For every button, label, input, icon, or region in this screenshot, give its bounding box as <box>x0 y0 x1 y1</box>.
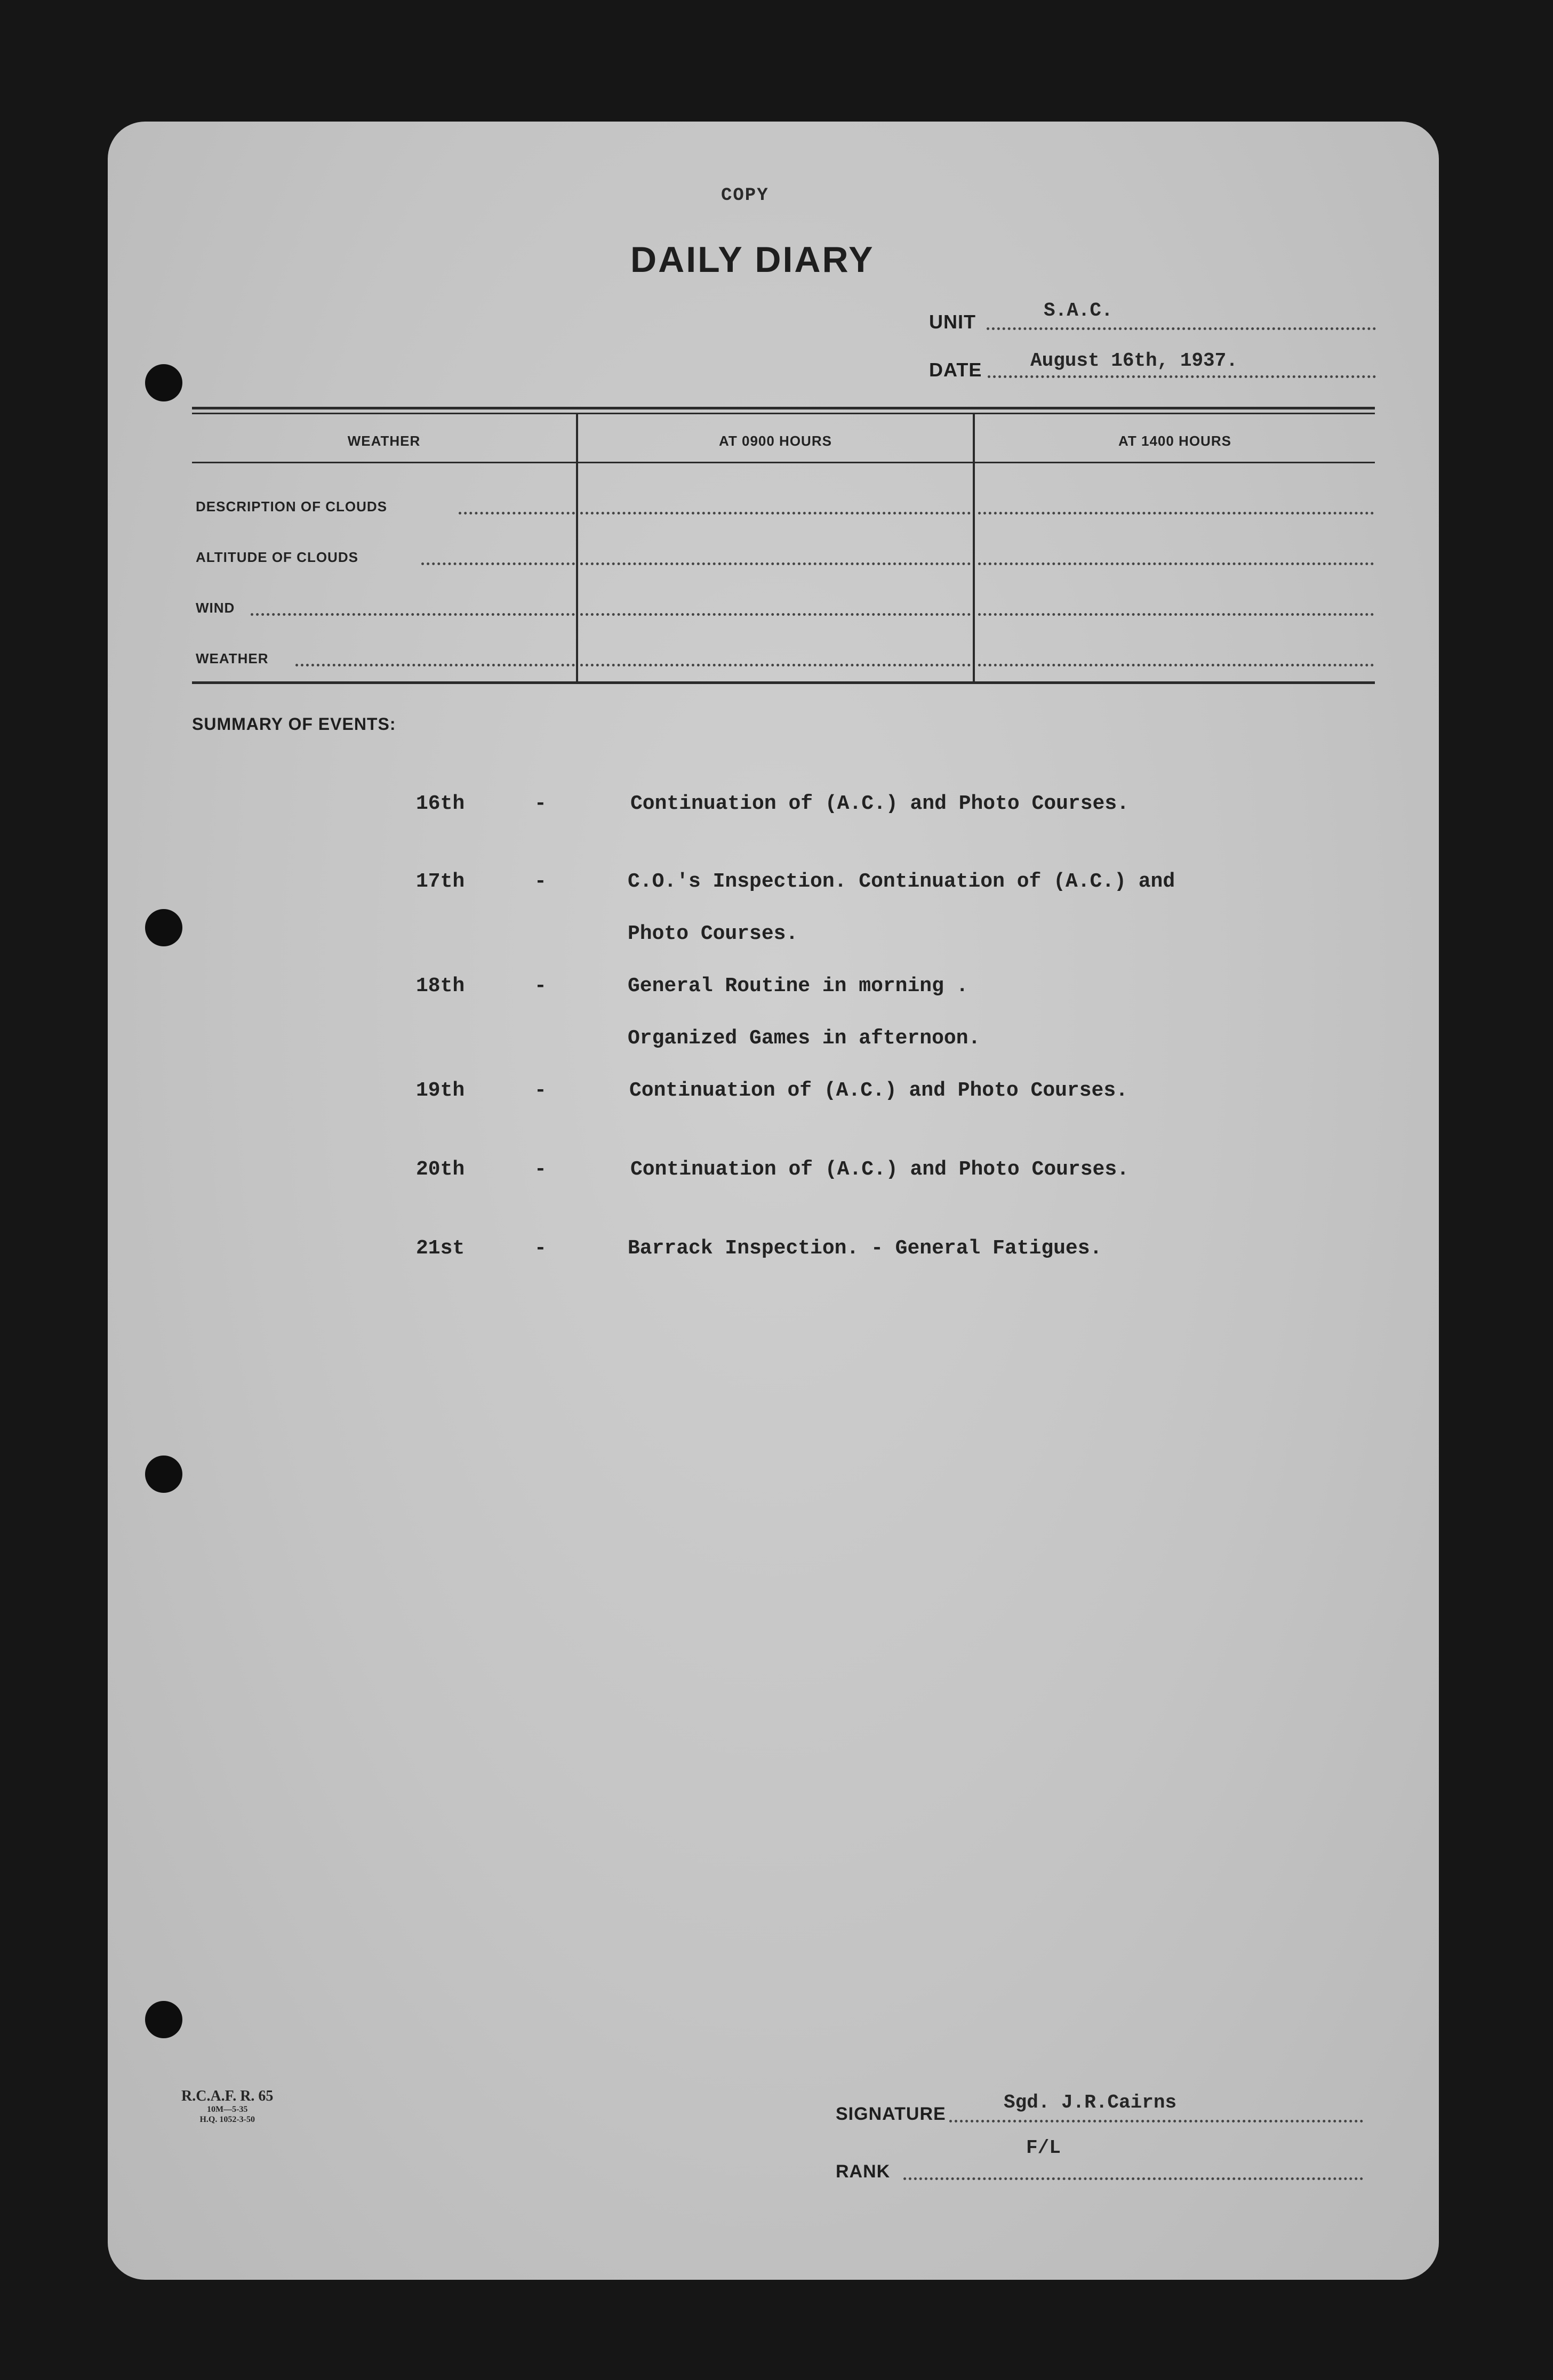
form-number-print-run: 10M—5-35 <box>206 2105 248 2114</box>
row-dots-3 <box>251 613 575 616</box>
rank-value: F/L <box>1026 2137 1061 2159</box>
page-title: DAILY DIARY <box>630 239 875 280</box>
table-header-1400: AT 1400 HOURS <box>1118 433 1231 449</box>
event-dash: - <box>534 975 547 998</box>
row-dots-3-col2 <box>580 613 971 616</box>
date-label: DATE <box>929 359 982 381</box>
table-column-divider-2 <box>973 413 975 682</box>
event-text: Continuation of (A.C.) and Photo Courses. <box>629 1079 1128 1102</box>
event-text: General Routine in morning . <box>628 975 968 998</box>
signature-dotted-line <box>949 2120 1363 2122</box>
table-bottom-rule <box>192 681 1375 684</box>
table-header-rule <box>192 462 1375 463</box>
event-text: Continuation of (A.C.) and Photo Courses. <box>630 792 1129 815</box>
row-dots-3-col3 <box>978 613 1374 616</box>
unit-value: S.A.C. <box>1044 300 1113 321</box>
table-header-0900: AT 0900 HOURS <box>719 433 832 449</box>
row-label-description-of-clouds: DESCRIPTION OF CLOUDS <box>196 498 388 514</box>
event-dash: - <box>534 792 547 815</box>
diary-page <box>108 122 1439 2280</box>
event-dash: - <box>534 1237 547 1260</box>
table-column-divider-1 <box>576 413 578 682</box>
row-label-weather: WEATHER <box>196 650 269 666</box>
event-text-continued: Organized Games in afternoon. <box>628 1027 981 1050</box>
form-number-main: R.C.A.F. R. 65 <box>181 2088 274 2104</box>
signature-value: Sgd. J.R.Cairns <box>1004 2092 1177 2113</box>
event-day: 17th <box>416 870 465 893</box>
event-dash: - <box>534 1079 547 1102</box>
rank-label: RANK <box>836 2161 891 2182</box>
row-dots-4-col2 <box>580 664 971 666</box>
row-dots-2 <box>421 562 575 565</box>
form-number-hq-ref: H.Q. 1052-3-50 <box>199 2114 255 2124</box>
event-text: Continuation of (A.C.) and Photo Courses. <box>630 1158 1129 1181</box>
form-number <box>181 2088 273 2125</box>
event-day: 21st <box>416 1237 465 1260</box>
binder-hole-4 <box>145 2001 182 2038</box>
event-dash: - <box>534 1158 547 1181</box>
unit-dotted-line <box>987 327 1376 330</box>
table-top-rule-inner <box>192 413 1375 414</box>
row-dots-4 <box>295 664 575 666</box>
event-day: 20th <box>416 1158 465 1181</box>
copy-mark: COPY <box>721 186 769 206</box>
table-header-weather: WEATHER <box>347 433 421 449</box>
row-dots-2-col3 <box>978 562 1374 565</box>
row-dots-4-col3 <box>978 664 1374 666</box>
event-text: C.O.'s Inspection. Continuation of (A.C.) and <box>628 870 1175 893</box>
binder-hole-2 <box>145 909 182 946</box>
rank-dotted-line <box>903 2177 1363 2180</box>
row-dots-1-col3 <box>978 512 1374 514</box>
unit-label: UNIT <box>929 311 976 333</box>
row-dots-2-col2 <box>580 562 971 565</box>
table-top-rule <box>192 407 1375 409</box>
event-day: 19th <box>416 1079 465 1102</box>
binder-hole-1 <box>145 364 182 401</box>
row-label-wind: WIND <box>196 600 235 616</box>
row-dots-1-col2 <box>580 512 971 514</box>
date-dotted-line <box>988 375 1376 378</box>
row-dots-1 <box>459 512 575 514</box>
event-text: Barrack Inspection. - General Fatigues. <box>628 1237 1102 1260</box>
signature-label: SIGNATURE <box>836 2104 946 2124</box>
binder-hole-3 <box>145 1456 182 1493</box>
date-value: August 16th, 1937. <box>1030 350 1238 372</box>
event-day: 18th <box>416 975 465 998</box>
event-text-continued: Photo Courses. <box>628 922 798 945</box>
event-day: 16th <box>416 792 465 815</box>
summary-title: SUMMARY OF EVENTS: <box>192 714 396 734</box>
row-label-altitude-of-clouds: ALTITUDE OF CLOUDS <box>196 549 358 565</box>
event-dash: - <box>534 870 547 893</box>
